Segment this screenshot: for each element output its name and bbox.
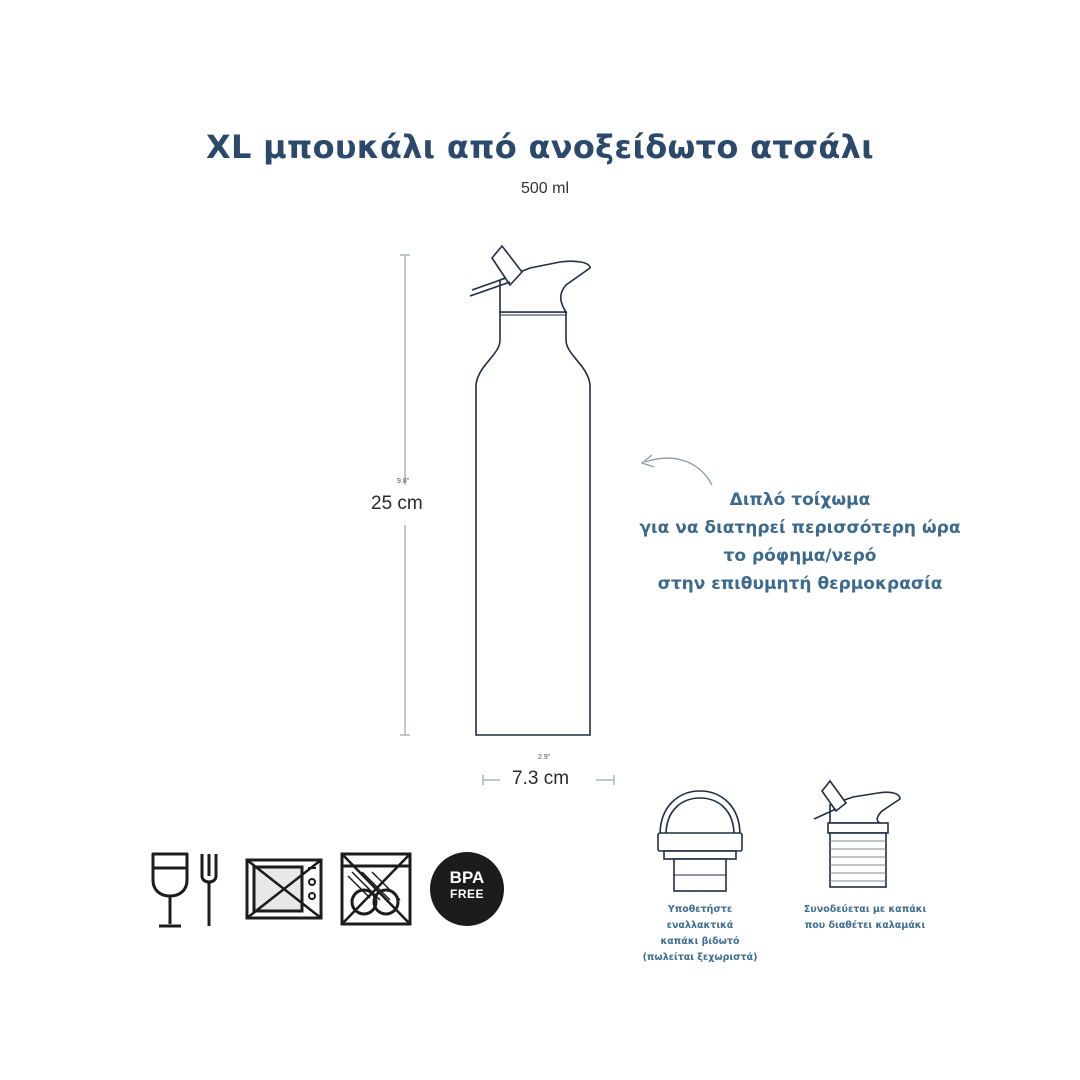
double-wall-arrow bbox=[642, 455, 712, 485]
feature-line: για να διατηρεί περισσότερη ώρα bbox=[639, 518, 961, 538]
straw-cap-caption bbox=[775, 902, 955, 934]
product-title: XL μπουκάλι από ανοξείδωτο ατσάλι bbox=[206, 128, 874, 166]
no-dishwasher-icon bbox=[340, 852, 412, 928]
height-imperial-label: 9.8" bbox=[397, 478, 410, 485]
feature-line: στην επιθυμητή θερμοκρασία bbox=[657, 574, 943, 594]
screw-cap-caption bbox=[610, 902, 790, 966]
no-microwave-icon bbox=[245, 858, 325, 922]
feature-line: το ρόφημα/νερό bbox=[723, 546, 877, 566]
screw-cap-caption-line: (πωλείται ξεχωριστά) bbox=[642, 952, 758, 963]
straw-cap-lid-icon bbox=[808, 775, 918, 895]
width-metric-label: 7.3 cm bbox=[512, 768, 570, 789]
capacity-label: 500 ml bbox=[520, 180, 570, 197]
screw-cap-caption-line: Υποθετήστε bbox=[667, 904, 733, 915]
bpa-badge-line2: FREE bbox=[449, 887, 484, 901]
double-wall-description bbox=[560, 486, 1040, 598]
screw-cap-caption-line: εναλλακτικά bbox=[666, 920, 734, 931]
bpa-free-icon bbox=[430, 852, 504, 926]
height-metric-label: 25 cm bbox=[371, 493, 423, 514]
food-safe-glass-fork-icon bbox=[150, 850, 230, 930]
width-imperial-label: 2.9" bbox=[538, 754, 551, 761]
straw-cap-caption-line: Συνοδεύεται με καπάκι bbox=[803, 904, 927, 915]
straw-cap-caption-line: που διαθέτει καλαμάκι bbox=[804, 920, 926, 931]
screw-cap-lid-icon bbox=[650, 785, 750, 895]
screw-cap-caption-line: καπάκι βιδωτό bbox=[660, 936, 740, 947]
bpa-badge-line1: BPA bbox=[449, 868, 485, 887]
feature-line: Διπλό τοίχωμα bbox=[729, 490, 871, 510]
